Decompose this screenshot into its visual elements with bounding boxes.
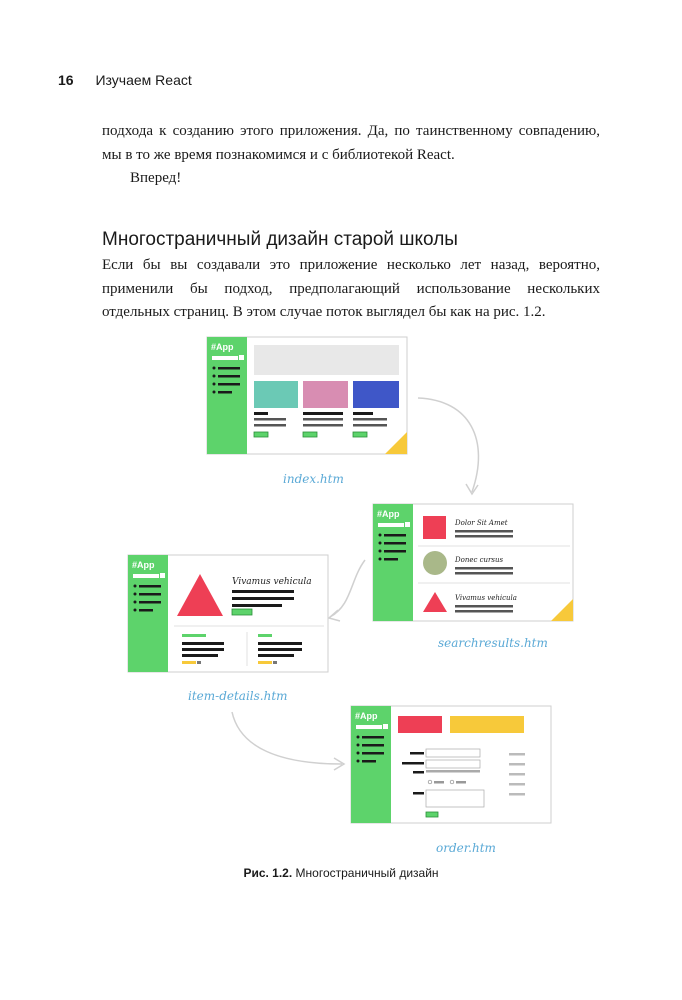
- app-label: #App: [211, 342, 234, 352]
- paragraph-forward: Вперед!: [130, 170, 182, 186]
- section-paragraph: Если бы вы создавали это приложение несколько лет назад, вероятно, применили бы подход, предполагающий использование нескольких отдельных страниц. В этом случае поток выглядел бы как на рис. 1.2.: [102, 257, 600, 320]
- index-filename: index.htm: [283, 472, 344, 486]
- search-item-1-title: Dolor Sit Amet: [455, 519, 508, 527]
- caption-label: Рис. 1.2.: [243, 866, 293, 880]
- order-filename: order.htm: [436, 841, 496, 855]
- paragraph-continued: подхода к созданию этого приложения. Да, по таинственному совпадению, мы в то же время познакомимся и с библиотекой React.: [102, 123, 600, 163]
- app-label: #App: [377, 509, 400, 519]
- searchresults-page-mockup: [373, 504, 573, 621]
- arrowhead: [466, 484, 478, 494]
- section-heading: Многостраничный дизайн старой школы: [102, 229, 458, 250]
- index-page-mockup: [207, 337, 407, 454]
- order-page-mockup: [351, 706, 551, 823]
- app-label: #App: [132, 560, 155, 570]
- searchresults-filename: searchresults.htm: [438, 636, 548, 650]
- app-label: #App: [355, 711, 378, 721]
- search-item-2-title: Donec cursus: [455, 556, 504, 564]
- figure-caption: [0, 866, 682, 880]
- arrow-index-to-search: [418, 398, 478, 492]
- arrow-search-to-details: [330, 560, 365, 617]
- page-number: 16: [58, 72, 74, 88]
- details-page-mockup: [128, 555, 328, 672]
- search-item-3-title: Vivamus vehicula: [455, 594, 517, 602]
- details-filename: item-details.htm: [188, 689, 288, 703]
- details-title: Vivamus vehicula: [232, 577, 312, 587]
- caption-text: Многостраничный дизайн: [295, 866, 439, 880]
- arrow-details-to-order: [232, 712, 342, 764]
- running-title: Изучаем React: [95, 72, 192, 88]
